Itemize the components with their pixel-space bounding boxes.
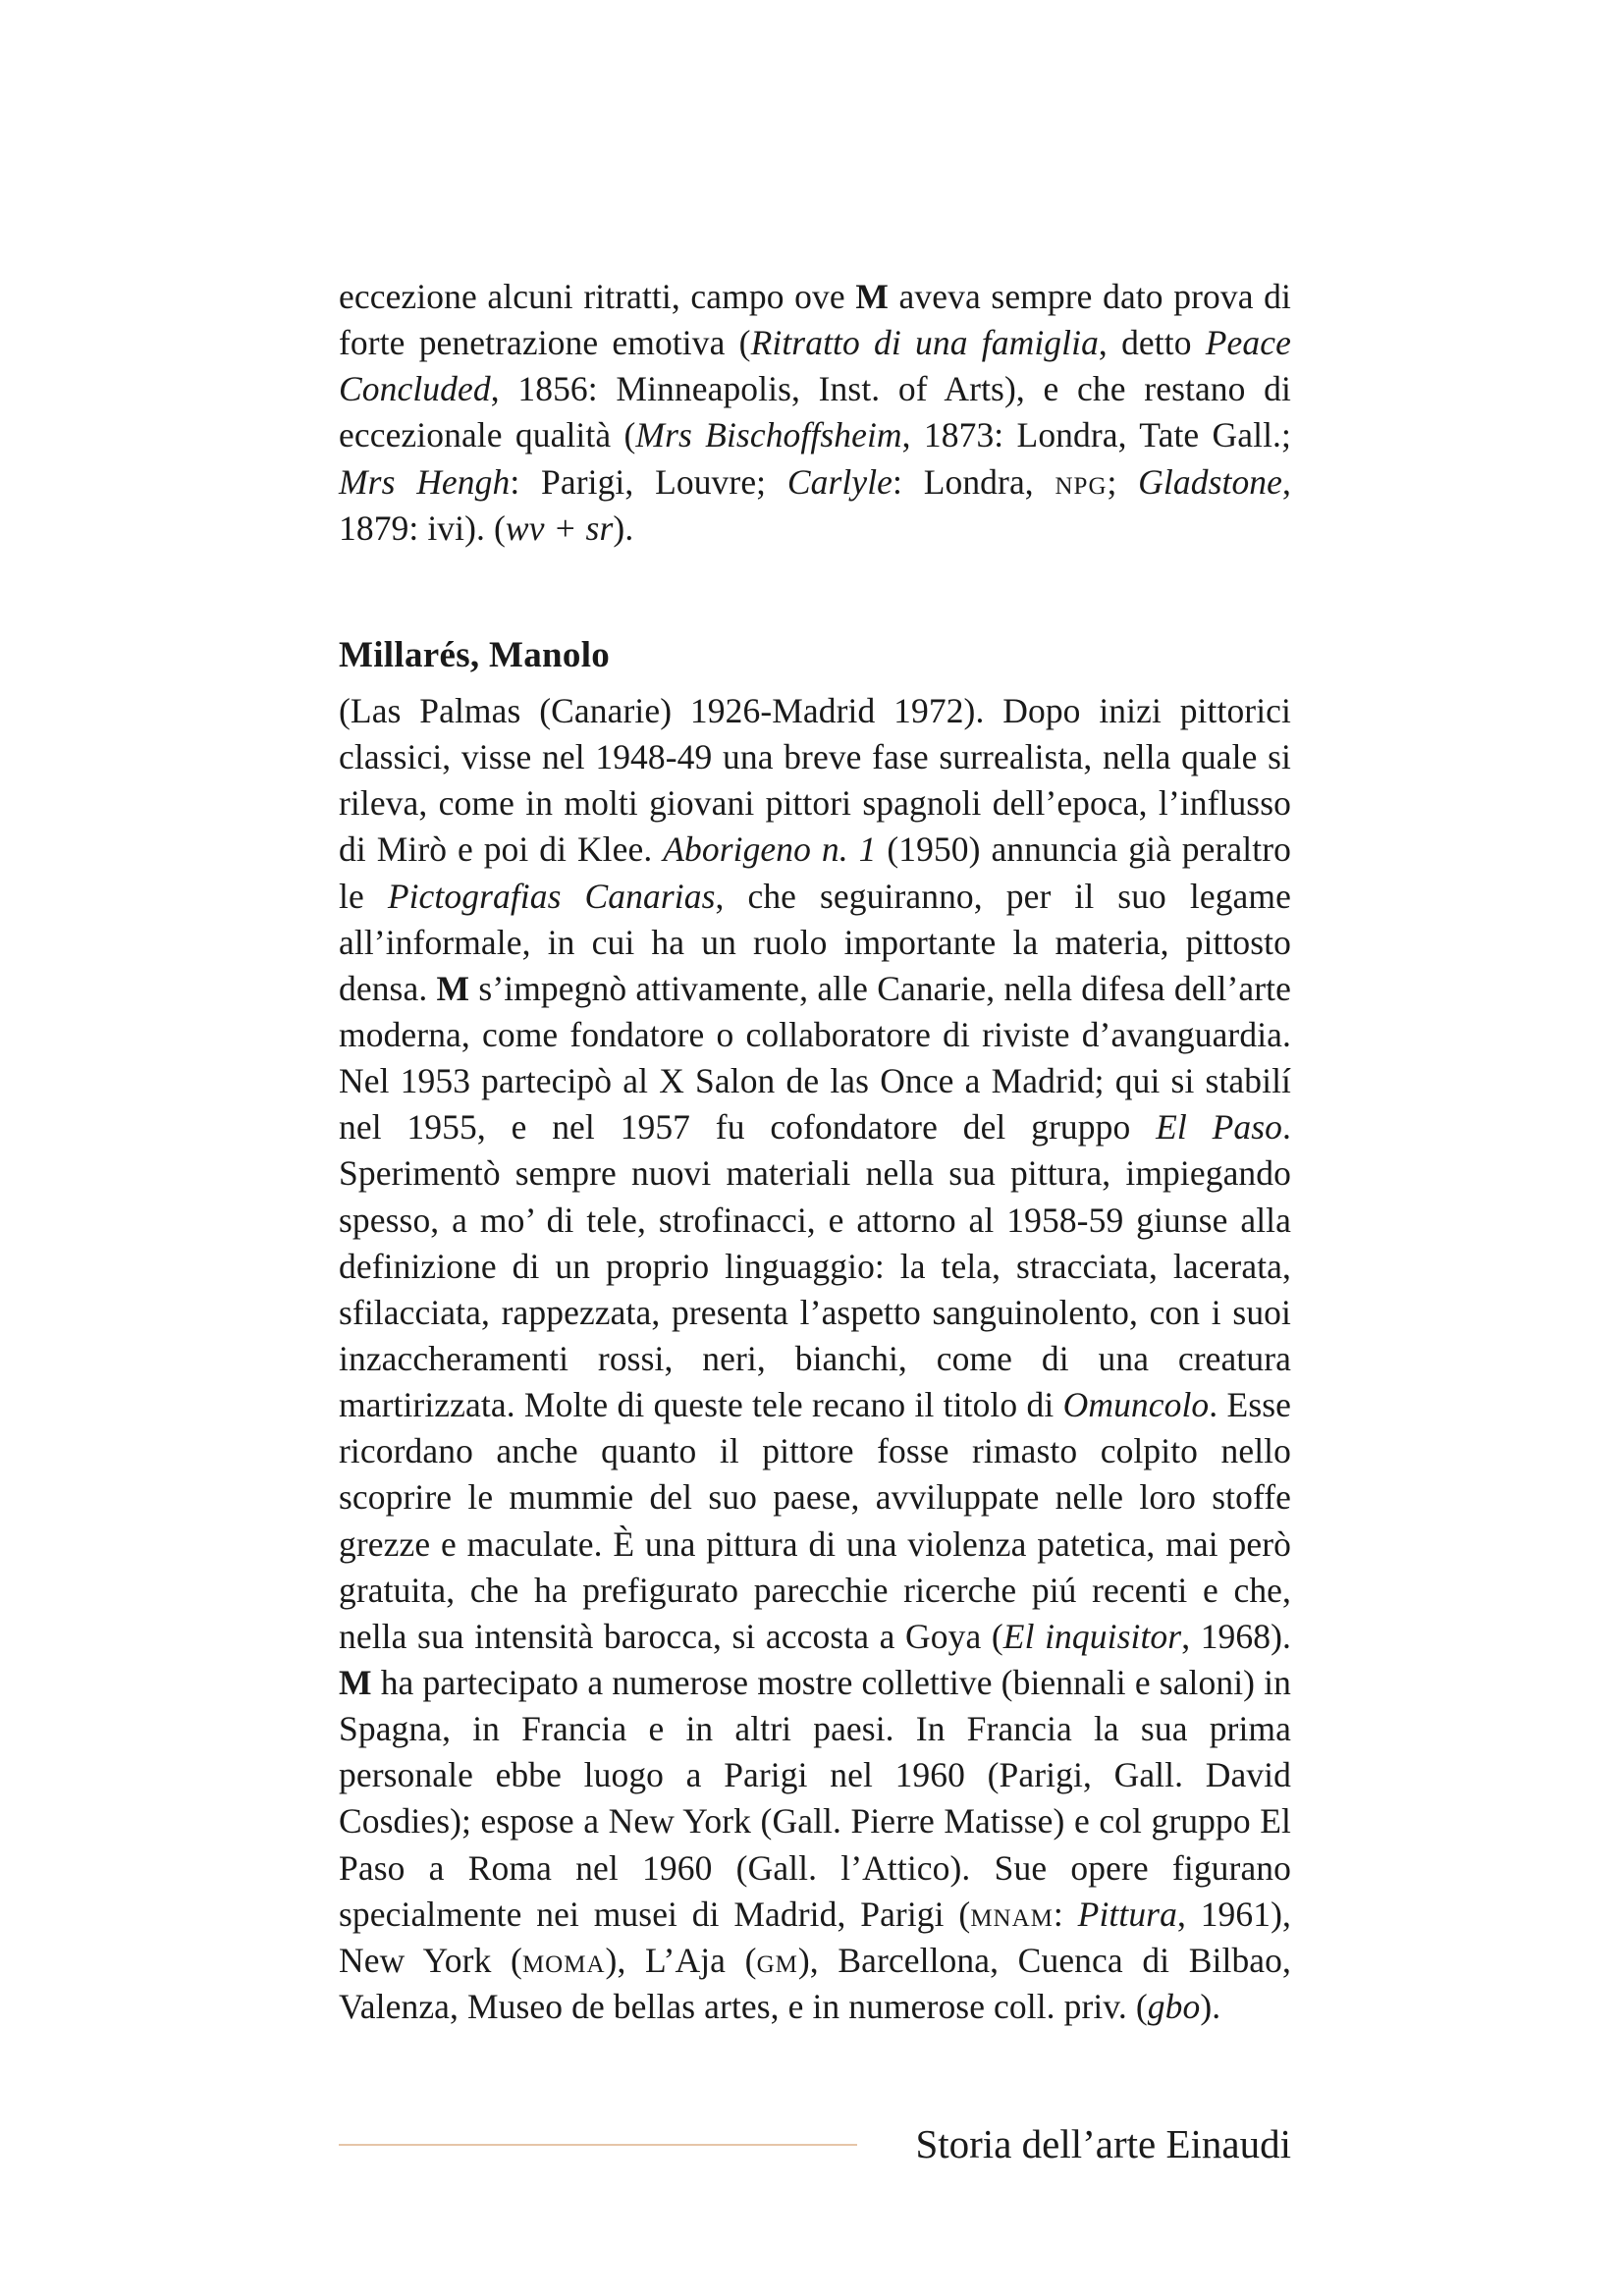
text-run: , 1873: Londra, Tate Gall.;	[901, 415, 1291, 455]
text-run: . Esse ricordano anche quanto il pittore fosse rimasto colpito nello scoprire le mummie del suo paese, avviluppate nelle loro stoffe grezze e maculate. È una pittura di una violenza patetica, mai però gratuita, che ha prefigurato parecchie ricerche piú recenti e che, nella sua intensità barocca, si accosta a Goya (	[339, 1385, 1292, 1656]
text-run: s’impegnò attivamente, alle Canarie, nella difesa dell’arte moderna, come fondatore o collaboratore di riviste d’avanguardia. Nel 1953 partecipò al X Salon de las Once a Madrid; qui si stabilí nel 1955, e nel 1957 fu cofondatore del gruppo	[339, 968, 1291, 1148]
text-run: ).	[1200, 1986, 1221, 2026]
text-run: , che seguiranno, per il suo legame all’informale, in cui ha un ruolo importante la materia, pittosto densa.	[339, 876, 1291, 1008]
artwork-title: Mrs Hengh	[339, 461, 511, 502]
footer-divider	[339, 2144, 857, 2146]
text-run: ;	[1107, 461, 1139, 502]
text-run: :	[1053, 1894, 1078, 1934]
paragraph-text	[339, 688, 1291, 2030]
artwork-title: Gladstone	[1138, 461, 1283, 502]
artwork-title: Pictografias Canarias	[387, 876, 716, 916]
text-run: ), L’Aja (	[605, 1940, 757, 1980]
museum-abbreviation: gm	[756, 1940, 798, 1980]
text-run: : Londra,	[893, 461, 1055, 502]
text-run: . Sperimentò sempre nuovi materiali nella sua pittura, impiegando spesso, a mo’ di tele, strofinacci, e attorno al 1958-59 giunse alla definizione di un proprio linguaggio: la tela, stracciata, lacerata, sfilacciata, rappezzata, presenta l’aspetto sanguinolento, con i suoi inzaccheramenti rossi, neri, bianchi, come di una creatura martirizzata. Molte di queste tele recano il titolo di	[339, 1107, 1291, 1425]
text-run: , 1879: ivi). (	[339, 461, 1291, 548]
artwork-title: Aborigeno n. 1	[663, 829, 877, 870]
artwork-title: Ritratto di una famiglia	[750, 323, 1099, 363]
museum-abbreviation: moma	[521, 1940, 606, 1980]
museum-abbreviation: mnam	[970, 1894, 1054, 1934]
text-run: , detto	[1098, 323, 1206, 363]
artwork-title: Peace Concluded	[339, 323, 1291, 409]
text-run: : Parigi, Louvre;	[510, 461, 787, 502]
entry-body	[339, 688, 1291, 2030]
text-run: eccezione alcuni ritratti, campo ove	[339, 277, 856, 316]
author-signature: gbo	[1147, 1986, 1201, 2026]
text-run: ha partecipato a numerose mostre collettive (biennali e saloni) in Spagna, in Francia e in altri paesi. In Francia la sua prima personale ebbe luogo a Parigi nel 1960 (Parigi, Gall. David Cosdies); espose a New York (Gall. Pierre Matisse) e col gruppo El Paso a Roma nel 1960 (Gall. l’Attico). Sue opere figurano specialmente nei musei di Madrid, Parigi (	[339, 1662, 1291, 1934]
text-run: , 1856: Minneapolis, Inst. of Arts), e che restano di eccezionale qualità (	[339, 369, 1291, 455]
text-run: (1950) annuncia già peraltro le	[339, 829, 1291, 916]
artwork-title: Pittura	[1077, 1894, 1177, 1934]
author-initial: M	[855, 277, 889, 316]
footer-publisher: Storia dell’arte Einaudi	[915, 2121, 1291, 2166]
text-run: , 1961), New York (	[339, 1894, 1291, 1980]
text-run: aveva sempre dato prova di forte penetrazione emotiva (	[339, 277, 1291, 363]
text-run: , 1968).	[1181, 1616, 1292, 1656]
text-run: ).	[613, 507, 634, 548]
paragraph-continuation	[339, 274, 1291, 552]
group-name: El Paso	[1156, 1107, 1283, 1148]
artwork-title: El inquisitor	[1002, 1616, 1182, 1656]
author-initial: M	[436, 968, 470, 1008]
text-run: ), Barcellona, Cuenca di Bilbao, Valenza, Museo de bellas artes, e in numerose coll. priv. (	[339, 1940, 1291, 2026]
author-initial: M	[339, 1662, 372, 1702]
text-run: (Las Palmas (Canarie) 1926-Madrid 1972). Dopo inizi pittorici classici, visse nel 1948-49 una breve fase surrealista, nella quale si rileva, come in molti giovani pittori spagnoli dell’epoca, l’influsso di Mirò e poi di Klee.	[339, 691, 1291, 870]
author-signature: wv + sr	[505, 507, 614, 548]
museum-abbreviation: npg	[1055, 461, 1108, 502]
artwork-title: Carlyle	[786, 461, 893, 502]
artwork-title: Mrs Bischoffsheim	[635, 415, 902, 455]
artwork-title: Omuncolo	[1062, 1385, 1210, 1425]
entry-heading: Millarés, Manolo	[339, 635, 611, 675]
paragraph-text	[339, 274, 1291, 552]
